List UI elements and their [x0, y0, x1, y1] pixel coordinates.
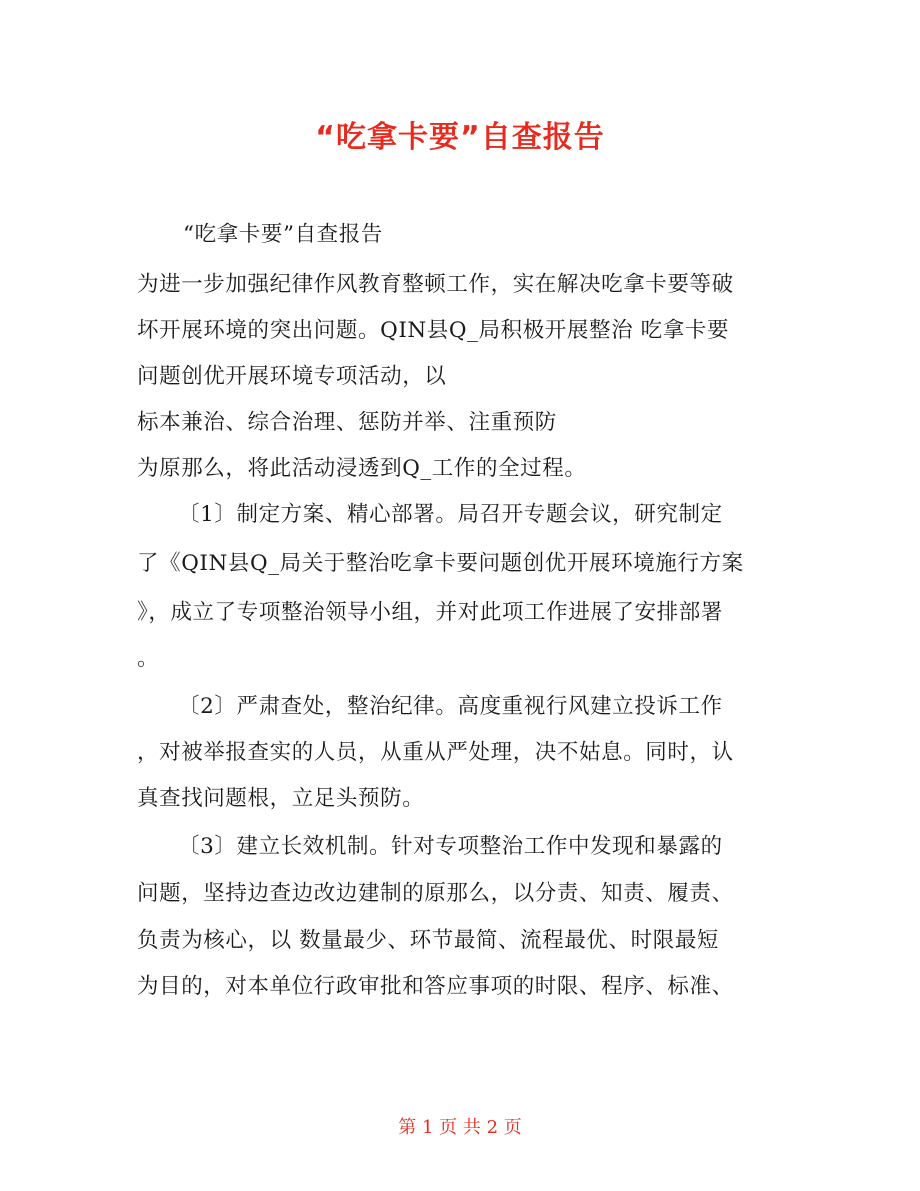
report-subtitle: “吃拿卡要”自查报告: [183, 222, 383, 247]
body-line: 为目的，对本单位行政审批和答应事项的时限、程序、标准、: [137, 974, 734, 999]
body-line: 标本兼治、综合治理、惩防并举、注重预防: [137, 410, 557, 435]
body-line: 为进一步加强纪律作风教育整顿工作，实在解决吃拿卡要等破: [137, 272, 734, 297]
page-title: “吃拿卡要”自查报告: [315, 120, 605, 155]
body-line: 真查找问题根，立足头预防。: [137, 786, 425, 811]
item-2-line: 〔2〕严肃查处，整治纪律。高度重视行风建立投诉工作: [178, 694, 723, 719]
body-line: 负责为核心，以 数量最少、环节最简、流程最优、时限最短: [137, 928, 720, 953]
body-line: 为原那么，将此活动浸透到Q_工作的全过程。: [137, 456, 587, 481]
body-line: 坏开展环境的突出问题。QIN县Q_局积极开展整治 吃拿卡要: [137, 318, 730, 343]
body-line: 问题创优开展环境专项活动，以: [137, 364, 447, 389]
body-line: 问题，坚持边查边改边建制的原那么，以分责、知责、履责、: [137, 881, 734, 906]
item-3-line: 〔3〕建立长效机制。针对专项整治工作中发现和暴露的: [178, 834, 723, 859]
body-line: 了《QIN县Q_局关于整治吃拿卡要问题创优开展环境施行方案: [137, 551, 744, 576]
page-footer: 第 1 页 共 2 页: [398, 1117, 522, 1138]
item-1-line: 〔1〕制定方案、精心部署。局召开专题会议，研究制定: [178, 502, 723, 527]
body-line: ，对被举报查实的人员，从重从严处理，决不姑息。同时，认: [137, 740, 734, 765]
body-line: 》，成立了专项整治领导小组，并对此项工作进展了安排部署: [137, 600, 723, 625]
body-line: 。: [137, 646, 160, 671]
